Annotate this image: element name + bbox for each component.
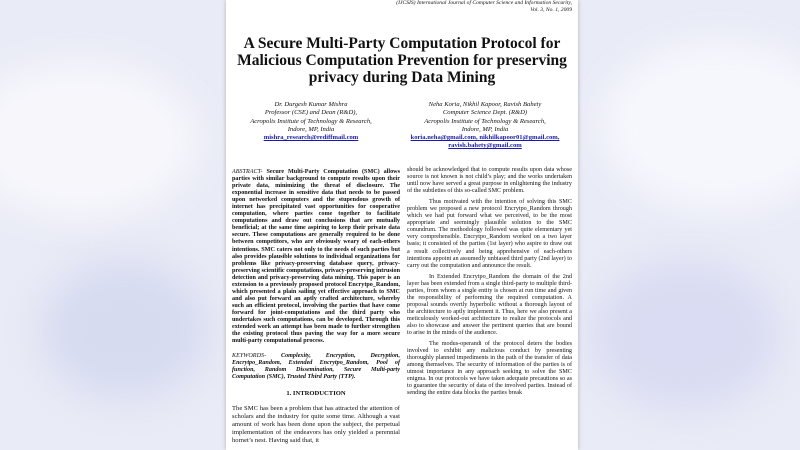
body-paragraph-4: The modus-operandi of the protocol deters the bodies involved to exhibit any malicious conduct by presenting thoroughly planned impediments in the path of the transfer of data among themselves. The security of information of the parties is of utmost importance in any approach seeking to solve the SMC enigma. In our protocols we have taken adequate precautions so as to guarantee the security of data of the involved parties. Instead of sending the entire data blocks the parties break xyxy=(407,341,572,397)
body-paragraph-2: Thus motivated with the intention of solving this SMC problem we proposed a new protocol Encrytpo_Random through which we had put forward what we perceived, to be the most appropriate and seemingly plausible solution to the SMC conundrum. The methodology followed was quite elementary yet very comprehensible. Encrytpo_Random worked on a two layer basis; it consisted of the parties (1st layer) who aspire to draw out a result collectively and being apprehensive of each-others intentions appoint an assumedly unbiased third party (2nd layer) to carry out the computation and announce the result. xyxy=(407,199,572,269)
author-block-right xyxy=(410,101,560,151)
author-email-link-1[interactable]: koria.neha@gmail.com, xyxy=(410,134,478,142)
journal-header xyxy=(396,0,572,14)
body-paragraph-1: should be acknowledged that to compute results upon data whose source is not known is not child’s play; and the works undertaken until now have served a great purpose in enlightening the industry of the subtleties of this so-called SMC problem. xyxy=(407,167,572,195)
abstract xyxy=(232,169,400,345)
introduction-paragraph: The SMC has been a problem that has attracted the attention of scholars and the industry for quite some time. Although a vast amount of work has been done upon the subject, the perpetual implementation of the endeavors has only yielded a perennial hornet’s nest. Having said that, it xyxy=(232,405,400,444)
journal-volume: Vol. 3, No. 1, 2009 xyxy=(530,7,572,13)
author-institute: Acropolis Institute of Technology & Research, xyxy=(250,117,372,125)
author-email-link-2[interactable]: nikhilkapoor01@gmail.com, xyxy=(479,134,560,142)
author-role: Computer Science Dept. (R&D) xyxy=(442,109,528,117)
paper-page xyxy=(226,0,578,450)
author-email-link-3[interactable]: ravish.bahety@gmail.com xyxy=(448,142,522,150)
keywords-label: KEYWORDS- xyxy=(232,353,267,360)
background-blob xyxy=(40,260,210,400)
background-blob xyxy=(600,40,800,210)
abstract-text: Secure Multi-Party Computation (SMC) allows parties with similar background to compute results upon their private data, minimizing the threat of disclosure. The exponential increase in sensitive data that needs to be passed upon networked computers and the stupendous growth of internet has precipitated vast opportunities for cooperative computation, where parties come together to facilitate computations and draw out conclusions that are mutually beneficial; at the same time aspiring to keep their private data secure. These computations are generally required to be done between competitors, who are obviously weary of each-others intentions. SMC caters not only to the needs of such parties but also provides plausible solutions to individual organizations for problems like privacy-preserving database query, privacy-preserving scientific computations, privacy-preserving intrusion detection and privacy-preserving data mining. This paper is an extension to a previously proposed protocol Encrytpo_Random, which presented a plain sailing yet effective approach to SMC and also put forward an aptly crafted architecture, whereby such an efficient protocol, involving the parties that have come forward for joint-computations and the third party who undertakes such computations, can be developed. Through this extended work an attempt has been made to further strengthen the existing protocol thus paving the way for a more secure multi-party computational process. xyxy=(232,169,400,345)
background-blob xyxy=(590,260,780,410)
author-name: Dr. Durgesh Kumar Mishra xyxy=(274,101,348,108)
left-column xyxy=(232,169,400,444)
author-role: Professor (CSE) and Dean (R&D), xyxy=(264,109,358,117)
author-institute: Acropolis Institute of Technology & Research, xyxy=(424,117,546,125)
author-names: Neha Koria, Nikhil Kapoor, Ravish Bahety xyxy=(428,101,542,108)
paper-title: A Secure Multi-Party Computation Protocol for Malicious Computation Prevention for preserving privacy during Data Mining xyxy=(237,35,567,86)
section-heading-introduction: 1. INTRODUCTION xyxy=(286,390,346,398)
author-block-left xyxy=(236,101,386,142)
body-paragraph-3: In Extended Encrytpo_Random the domain of the 2nd layer has been extended from a single third-party to multiple third-parties, from whom a single entity is chosen at run time and given the responsibility of performing the required computation. A proposal sounds overtly hyperbolic without a thorough layout of the architecture to aptly implement it. Thus, here we also present a meticulously worked-out architecture to realize the protocols and also to showcase and answer the pertinent queries that are bound to arise in the minds of the audience. xyxy=(407,273,572,337)
author-email-links xyxy=(410,134,560,142)
right-column xyxy=(407,167,572,397)
keywords-text: Complexity, Encryption, Decryption, Encrytpo_Random, Extended Encrytpo_Random, Pool of function, Random Dissemination, Secure Multi-party Computation (SMC), Trusted Third Party (TTP). xyxy=(232,353,400,381)
abstract-label: ABSTRACT- xyxy=(232,169,263,175)
keywords xyxy=(232,353,400,381)
author-location: Indore, MP, India xyxy=(287,125,335,133)
journal-name: (IJCSIS) International Journal of Computer Science and Information Security, xyxy=(396,0,572,6)
background-blob xyxy=(0,60,200,220)
author-email-link[interactable]: mishra_research@rediffmail.com xyxy=(263,134,359,142)
author-location: Indore, MP, India xyxy=(461,125,509,133)
